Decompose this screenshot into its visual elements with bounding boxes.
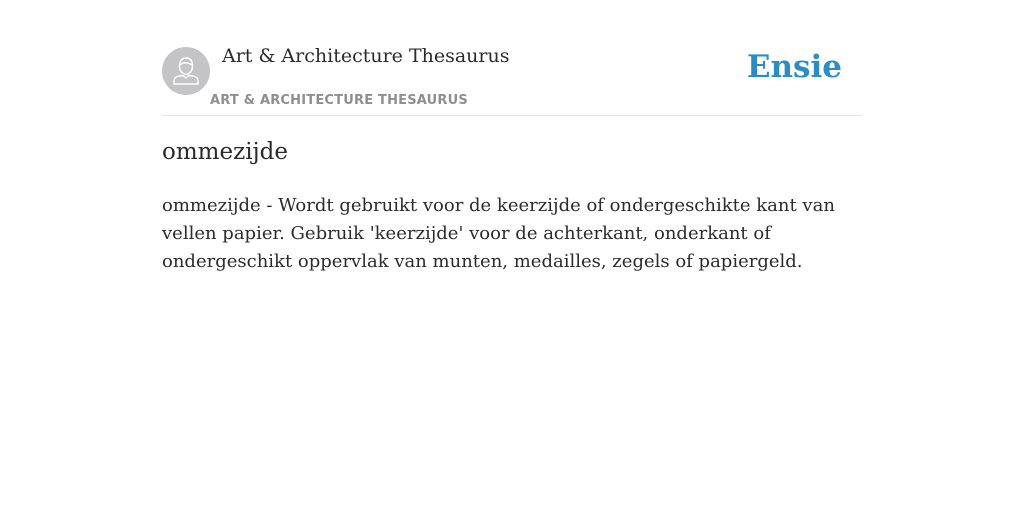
brand-logo-link[interactable]: Ensie [746, 49, 842, 85]
entry-term: ommezijde [162, 139, 289, 165]
avatar[interactable] [162, 47, 210, 95]
source-header [162, 40, 862, 116]
user-silhouette-icon [162, 47, 210, 95]
entry-definition: ommezijde - Wordt gebruikt voor de keerzijde of ondergeschikte kant van vellen papier. Gebruik 'keerzijde' voor de achterkant, onderkant of ondergeschikt oppervlak van munten, medailles, zegels of papiergeld. [162, 195, 835, 272]
source-title[interactable]: Art & Architecture Thesaurus [222, 45, 510, 67]
source-subtitle: ART & ARCHITECTURE THESAURUS [210, 93, 468, 108]
